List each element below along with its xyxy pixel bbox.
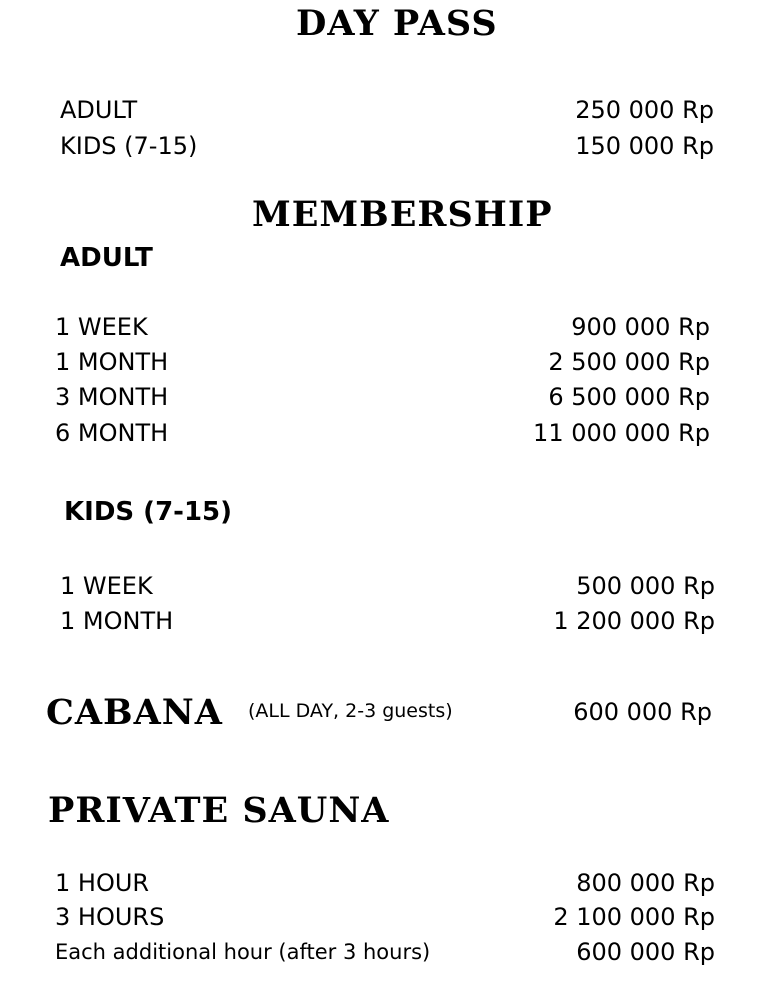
private-sauna-row-label: 3 HOURS: [55, 903, 165, 931]
cabana-note: (ALL DAY, 2-3 guests): [248, 700, 453, 722]
day-pass-adult-label: ADULT: [60, 96, 138, 124]
day-pass-title: DAY PASS: [296, 3, 498, 44]
membership-adult-title: ADULT: [60, 243, 153, 273]
membership-kids-row-price: 1 200 000 Rp: [553, 607, 715, 635]
membership-kids-title: KIDS (7-15): [64, 497, 233, 527]
private-sauna-row-label: Each additional hour (after 3 hours): [55, 940, 431, 964]
membership-adult-row-label: 1 MONTH: [55, 348, 169, 376]
membership-adult-row-label: 6 MONTH: [55, 419, 169, 447]
private-sauna-title: PRIVATE SAUNA: [48, 790, 390, 831]
membership-adult-row-label: 3 MONTH: [55, 383, 169, 411]
private-sauna-row-price: 2 100 000 Rp: [553, 903, 715, 931]
membership-adult-row-price: 2 500 000 Rp: [548, 348, 710, 376]
membership-adult-row-label: 1 WEEK: [55, 313, 148, 341]
private-sauna-row-price: 800 000 Rp: [576, 869, 715, 897]
cabana-price: 600 000 Rp: [573, 698, 712, 726]
membership-kids-row-label: 1 MONTH: [60, 607, 174, 635]
membership-title: MEMBERSHIP: [252, 194, 553, 235]
day-pass-kids-price: 150 000 Rp: [575, 132, 714, 160]
membership-kids-row-price: 500 000 Rp: [576, 572, 715, 600]
day-pass-adult-price: 250 000 Rp: [575, 96, 714, 124]
membership-kids-row-label: 1 WEEK: [60, 572, 153, 600]
membership-adult-row-price: 6 500 000 Rp: [548, 383, 710, 411]
membership-adult-row-price: 11 000 000 Rp: [533, 419, 710, 447]
cabana-title: CABANA: [46, 692, 223, 733]
private-sauna-row-price: 600 000 Rp: [576, 938, 715, 966]
membership-adult-row-price: 900 000 Rp: [571, 313, 710, 341]
private-sauna-row-label: 1 HOUR: [55, 869, 150, 897]
day-pass-kids-label: KIDS (7-15): [60, 132, 198, 160]
